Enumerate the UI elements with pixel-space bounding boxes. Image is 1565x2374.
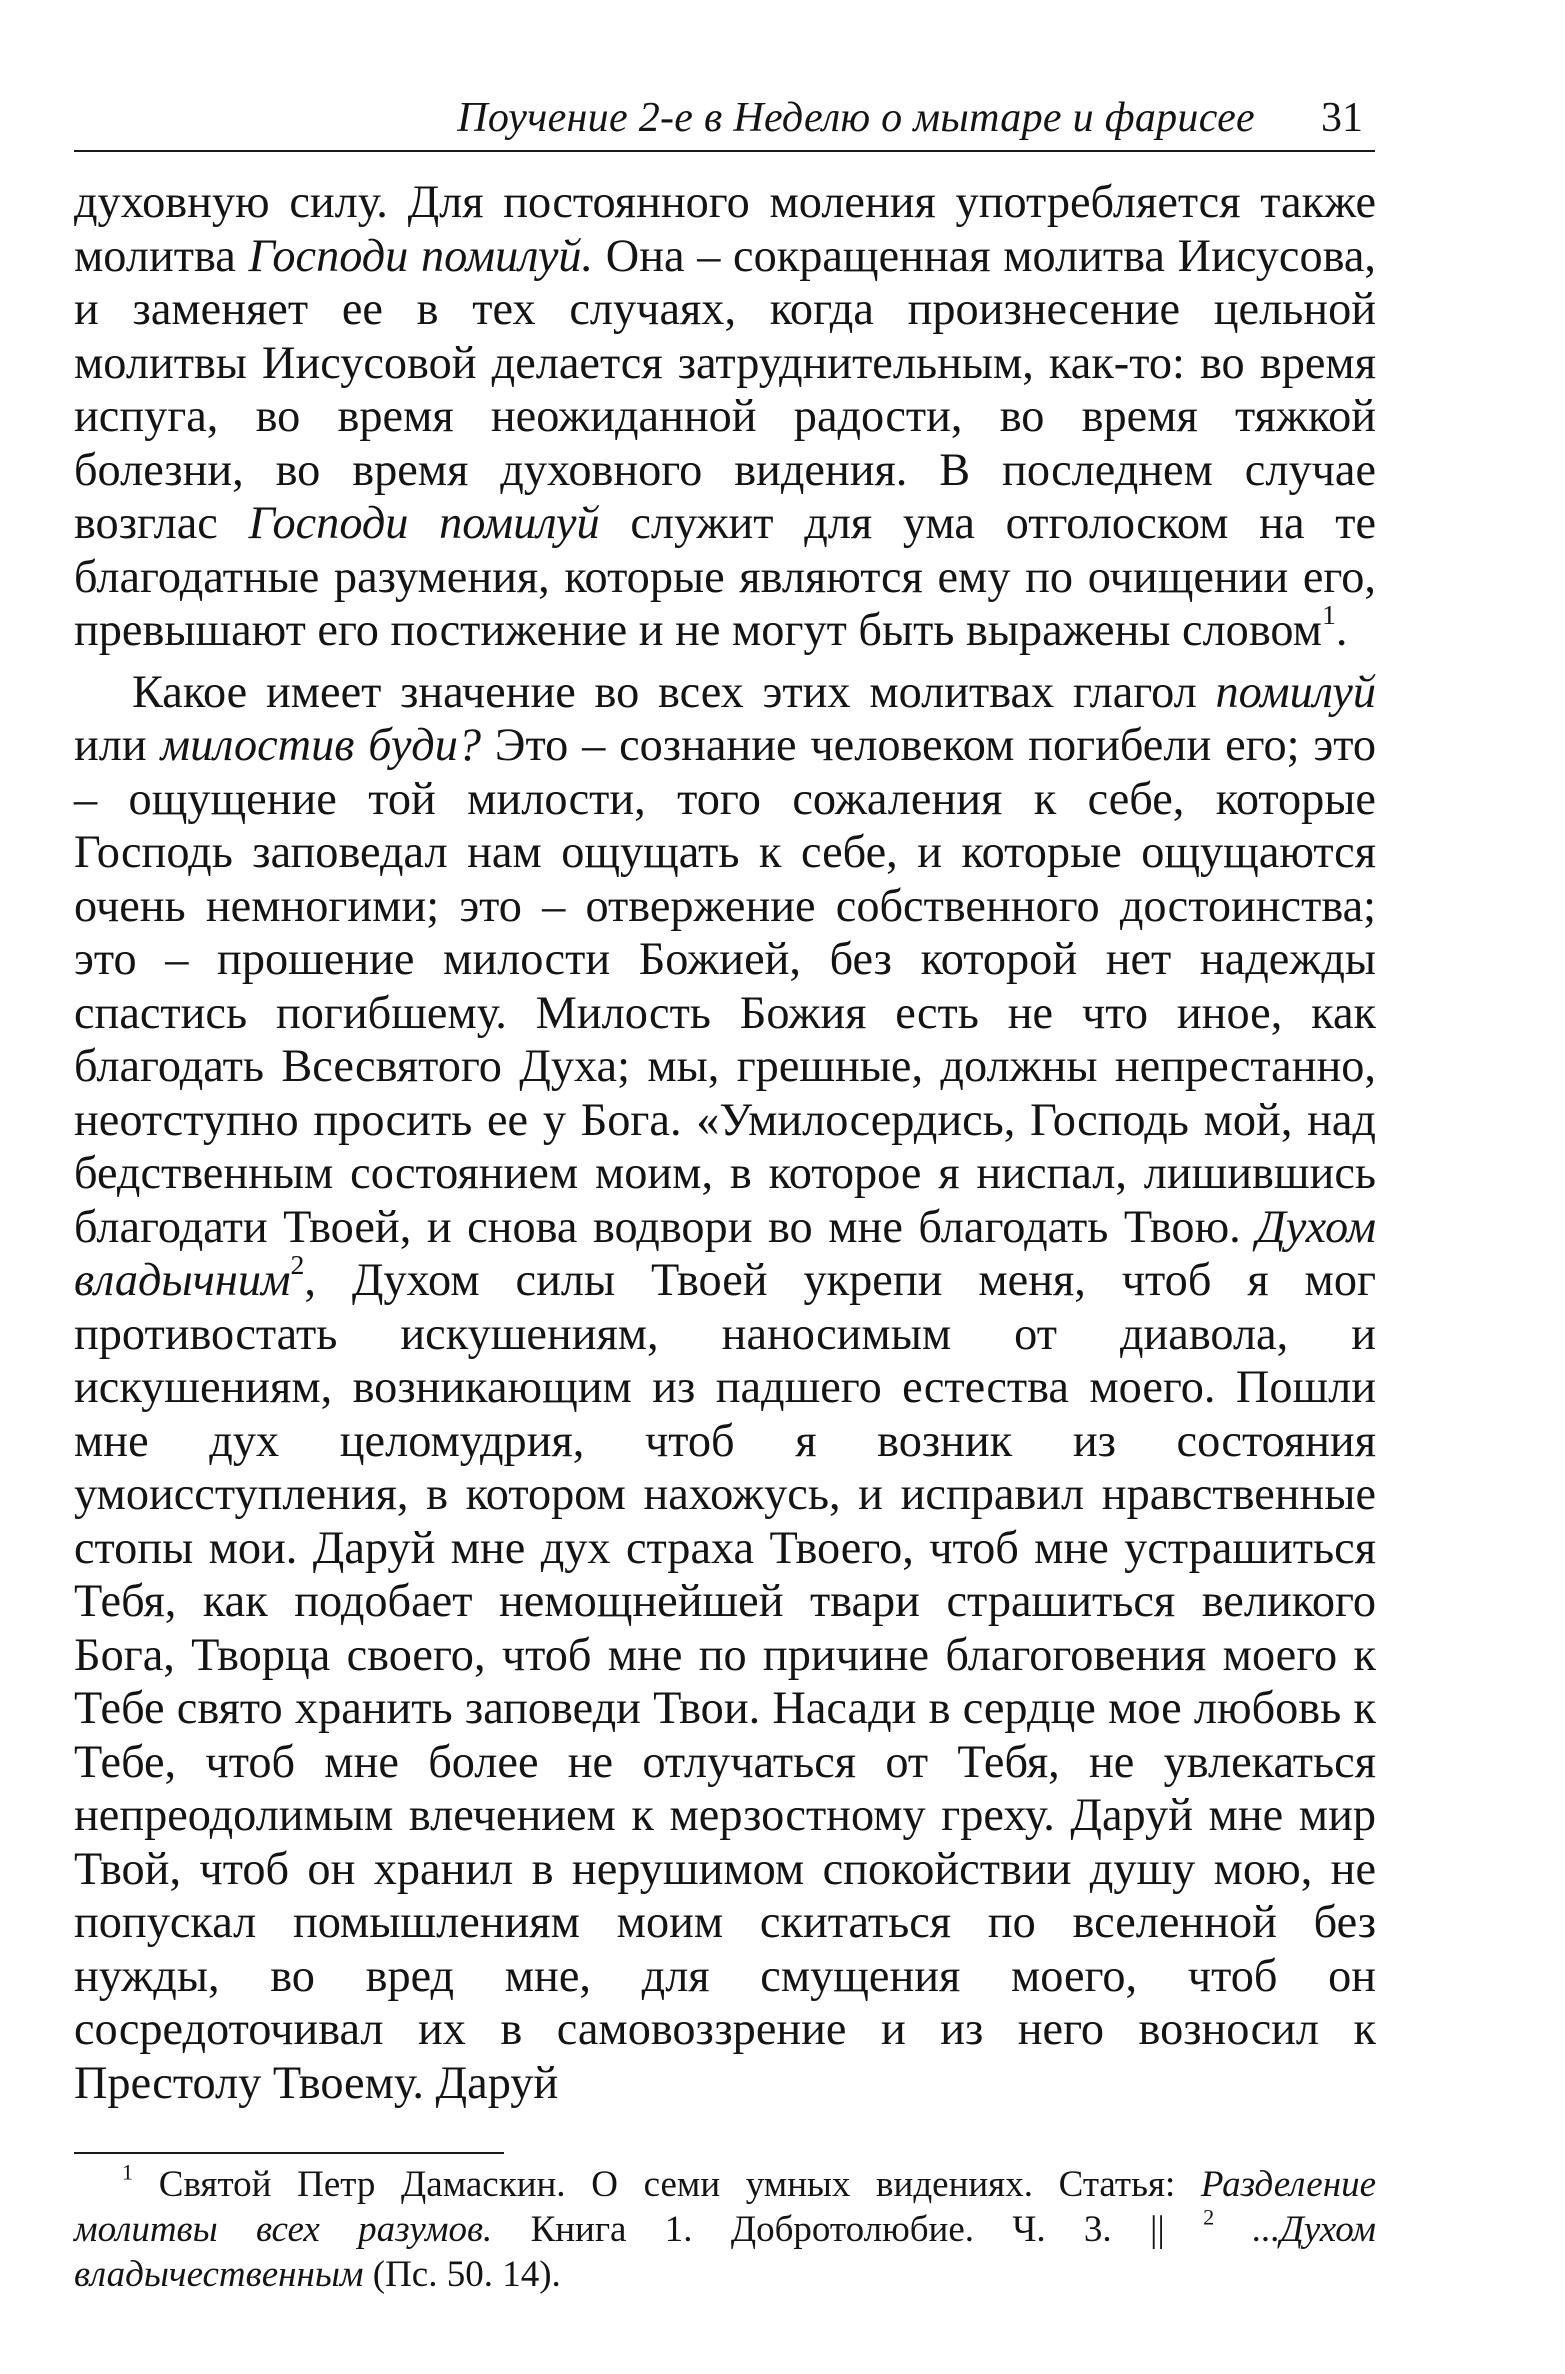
text-run: Она – сокращенная молитва Иисусова, и заменяет ее в тех случаях, когда произнесение цельной молитвы Иисусовой делается затруднительным, как-то: во время испуга, во время неожиданной радости, во время тяжкой болезни, во время духовного видения. В последнем случае возглас [74, 230, 1377, 549]
footnotes [74, 2159, 1376, 2297]
footnote-2-quote: ...Духом владычественным [74, 2209, 1376, 2295]
italic-phrase: милостив буди? [160, 720, 482, 771]
running-title: Поучение 2-е в Неделю о мытаре и фарисее [457, 95, 1255, 141]
paragraph-1 [74, 176, 1376, 658]
text-run: , Духом силы Твоей укрепи меня, чтоб я мог противостать искушениям, наносимым от диавола, и искушениям, возникающим из падшего естества моего. Пошли мне дух целомудрия, чтоб я возник из состояния умоисступления, в котором нахожусь, и исправил нравственные стопы мои. Даруй мне дух страха Твоего, чтоб мне устрашиться Тебя, как подобает немощнейшей твари страшиться великого Бога, Творца своего, чтоб мне по причине благоговения моего к Тебе свято хранить заповеди Твои. Насади в сердце мое любовь к Тебе, чтоб мне более не отлучаться от Тебя, не увлекаться непреодолимым влечением к мерзостному греху. Даруй мне мир Твой, чтоб он хранил в нерушимом спокойствии душу мою, не попускал помышлениям моим скитаться по вселенной без нужды, во вред мне, для смущения моего, чтоб он сосредоточивал их в самовоззрение и из него возносил к Престолу Твоему. Даруй [74, 1255, 1376, 2109]
italic-phrase: Господи помилуй [248, 498, 600, 549]
footnote-divider [74, 2152, 504, 2154]
text-run: . [1335, 605, 1348, 656]
main-text [74, 176, 1376, 2110]
italic-phrase: Господи помилуй. [248, 230, 594, 282]
text-run: Какое имеет значение во всех этих молитвах глагол [132, 666, 1216, 718]
text-run: духовную силу. Для постоянного моления употребляется также молитва [74, 177, 1376, 282]
footnote-separator: || [1111, 2209, 1204, 2250]
running-header [74, 92, 1375, 152]
footnote-ref-1: 1 [1321, 600, 1336, 632]
footnote-1-source: Книга 1. Добротолюбие. Ч. 3. [492, 2209, 1112, 2250]
footnote-mark-2: 2 [1203, 2204, 1215, 2230]
text-run: Это – сознание человеком погибели его; это – ощущение той милости, того сожаления к себе, которые Господь заповедал нам ощущать к себе, и которые ощущаются очень немногими; это – отвержение собственного достоинства; это – прошение милости Божией, без которой нет надежды спастись погибшему. Милость Божия есть не что иное, как благодать Всесвятого Духа; мы, грешные, должны непрестанно, неотступно просить ее у Бога. «Умилосердись, Господь мой, над бедственным состоянием моим, в которое я ниспал, лишившись благодати Твоей, и снова водвори во мне благодать Твою. [74, 720, 1377, 1253]
footnote-ref-2: 2 [290, 1250, 305, 1282]
text-run: служит для ума отголоском на те благодатные разумения, которые являются ему по очищении его, превышают его постижение и не могут быть выражены словом [74, 498, 1376, 656]
paragraph-2 [74, 666, 1376, 2111]
text-run: или [74, 720, 161, 771]
page-number: 31 [1321, 95, 1363, 141]
italic-phrase: помилуй [1215, 666, 1376, 718]
italic-phrase: Духом владычним [74, 1201, 1376, 1306]
footnote-2-source: (Пс. 50. 14). [363, 2254, 561, 2295]
footnote-mark-1: 1 [122, 2159, 134, 2185]
footnote-1-title: Разделение молитвы всех разумов. [74, 2164, 1376, 2250]
footnote-1-text: Святой Петр Дамаскин. О семи умных видениях. Статья: [133, 2164, 1201, 2205]
